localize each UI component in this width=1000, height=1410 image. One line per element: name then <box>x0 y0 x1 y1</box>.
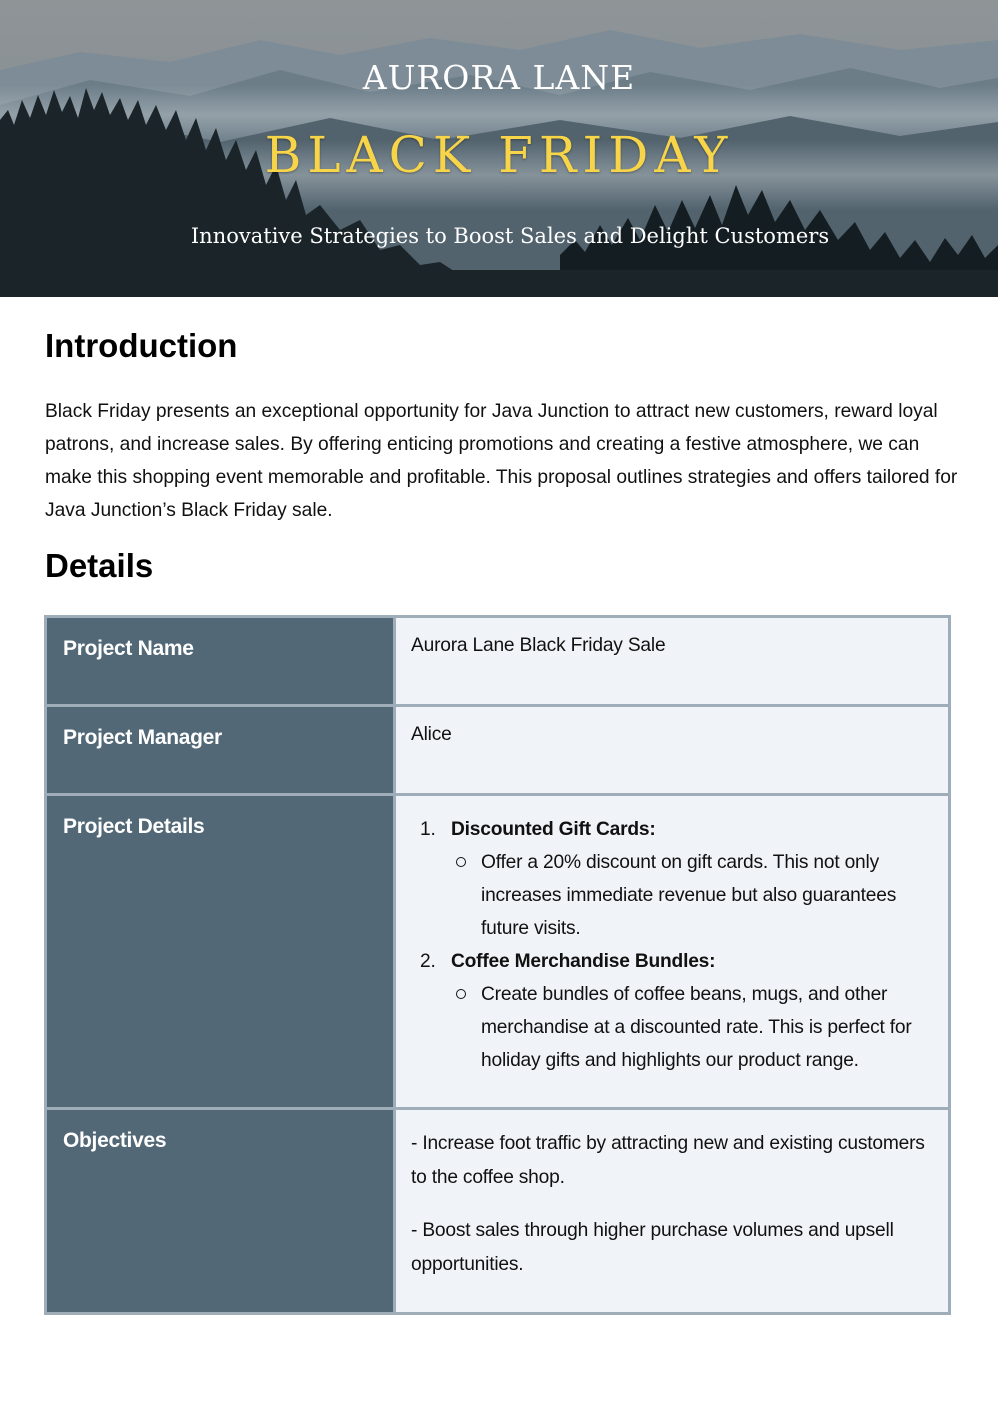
merch-bundles-point: Create bundles of coffee beans, mugs, and other merchandise at a discounted rate. This is perfect for holiday gifts and highlights our product range. <box>481 984 912 1071</box>
introduction-text: Black Friday presents an exceptional opportunity for Java Junction to attract new customers, reward loyal patrons, and increase sales. By offering enticing promotions and creating a festive atmosphere, we can make this shopping event memorable and profitable. This proposal outlines strategies and offers tailored for Java Junction’s Black Friday sale. <box>45 401 958 521</box>
table-row <box>46 617 950 706</box>
project-name-label: Project Name <box>46 617 395 706</box>
merch-bundles-title: Coffee Merchandise Bundles: <box>451 951 716 972</box>
list-number: 1. <box>420 819 436 840</box>
objective-item: - Boost sales through higher purchase volumes and upsell opportunities. <box>411 1220 894 1275</box>
sub-list <box>451 978 930 1077</box>
brand-name: AURORA LANE <box>362 58 636 97</box>
project-name-value: Aurora Lane Black Friday Sale <box>395 617 950 706</box>
project-manager-label: Project Manager <box>46 706 395 795</box>
header-banner <box>0 0 998 297</box>
objectives-value <box>395 1109 950 1314</box>
list-number: 2. <box>420 951 436 972</box>
event-headline: BLACK FRIDAY <box>264 126 734 184</box>
sub-list <box>451 846 930 945</box>
objective-item: - Increase foot traffic by attracting new and existing customers to the coffee shop. <box>411 1133 925 1188</box>
project-details-list <box>411 813 930 1077</box>
circle-bullet-icon <box>456 989 466 999</box>
project-details-label: Project Details <box>46 795 395 1109</box>
list-item <box>420 945 930 1077</box>
list-item <box>481 978 930 1077</box>
tagline: Innovative Strategies to Boost Sales and Delight Customers <box>190 224 830 248</box>
gift-cards-title: Discounted Gift Cards: <box>451 819 656 840</box>
objectives-label: Objectives <box>46 1109 395 1314</box>
project-manager-value: Alice <box>395 706 950 795</box>
table-row <box>46 1109 950 1314</box>
table-row <box>46 706 950 795</box>
introduction-heading: Introduction <box>45 327 238 364</box>
circle-bullet-icon <box>456 857 466 867</box>
details-table <box>44 615 951 1315</box>
list-item <box>420 813 930 945</box>
table-row <box>46 795 950 1109</box>
list-item <box>481 846 930 945</box>
project-details-value <box>395 795 950 1109</box>
details-heading: Details <box>45 547 154 584</box>
gift-cards-point: Offer a 20% discount on gift cards. This not only increases immediate revenue but also guarantees future visits. <box>481 852 897 939</box>
